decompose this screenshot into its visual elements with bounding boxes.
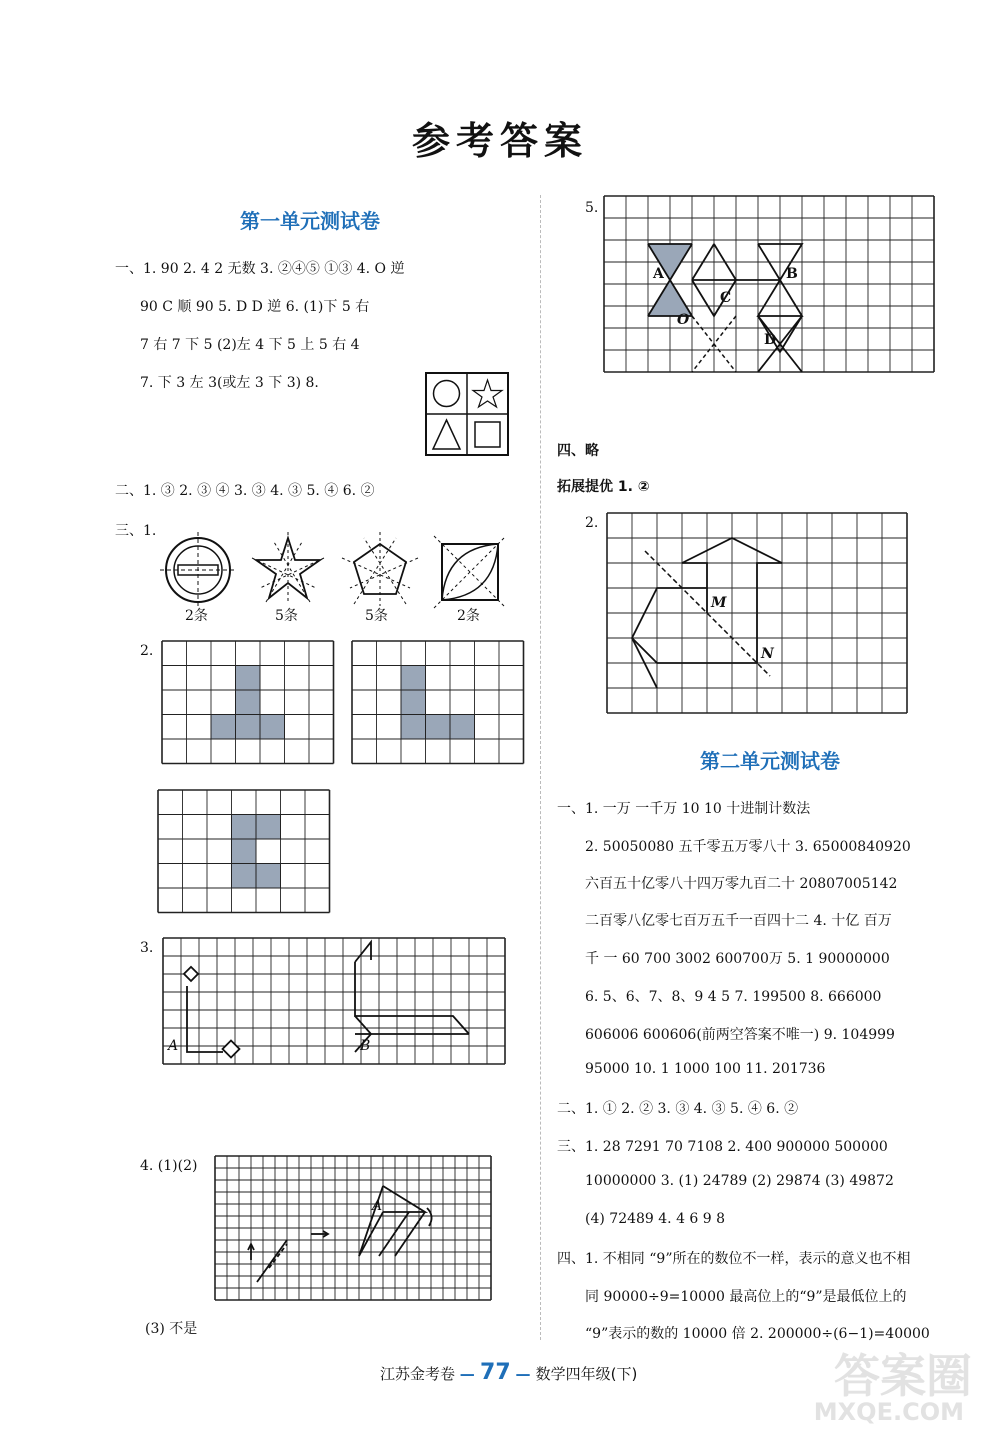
answer-line-2: 2. 50050080 五千零五万零八十 3. 65000840920 (585, 839, 911, 855)
symmetry-square-figure (432, 532, 512, 612)
q1-line2: 90 C 顺 90 5. D D 逆 6. (1)下 5 右 (140, 299, 370, 315)
ext2-label-m: M (711, 595, 727, 611)
answer-line-10: 三、1. 28 7291 70 7108 2. 400 900000 500000 (557, 1139, 888, 1155)
point-a-label: A (168, 1038, 179, 1054)
grid-answer-2c (158, 790, 333, 915)
section2-title: 第二单元测试卷 (700, 749, 840, 773)
grid-answer-3 (163, 938, 511, 1063)
q4-line: 四、略 (557, 443, 599, 459)
sym-label-4: 2条 (457, 608, 480, 624)
grid-answer-5 (604, 196, 937, 376)
answer-line-15: “9”表示的数的 10000 倍 2. 200000÷(6−1)=40000 (585, 1326, 930, 1342)
q5-label: 5. (585, 200, 599, 216)
sym-label-1: 2条 (185, 608, 208, 624)
column-divider (540, 195, 541, 1340)
square-shape (475, 422, 500, 447)
answer-line-7: 606006 600606(前两空答案不唯一) 9. 104999 (585, 1027, 895, 1043)
footer-subject: 数学四年级(下) (535, 1365, 638, 1383)
answer-line-1: 一、1. 一万 一千万 10 10 十进制计数法 (557, 801, 811, 817)
answer-line-14: 同 90000÷9=10000 最高位上的“9”是最低位上的 (585, 1289, 907, 1305)
grid5-label-a: A (653, 266, 664, 282)
ext2-label-n: N (761, 646, 774, 662)
answer-line-13: 四、1. 不相同 “9”所在的数位不一样，表示的意义也不相 (557, 1251, 911, 1267)
ext1-line: 拓展提优 1. ② (557, 479, 650, 495)
grid5-label-c: C (720, 290, 732, 306)
page-number: 77 (480, 1360, 511, 1385)
page-footer: 江苏金考卷 — 77 — 数学四年级(下) (380, 1360, 638, 1385)
answer-line-3: 六百五十亿零八十四万零九百二十 20807005142 (585, 876, 898, 892)
circle-shape (434, 381, 460, 407)
answer-line-4: 二百零八亿零七百万五千一百四十二 4. 十亿 百万 (585, 913, 892, 929)
answer-line-11: 10000000 3. (1) 24789 (2) 29874 (3) 49872 (585, 1173, 894, 1189)
grid4-a-label: A (372, 1198, 383, 1214)
symmetry-circle-figure (160, 532, 240, 612)
q1-line4: 7. 下 3 左 3(或左 3 下 3) 8. (140, 375, 319, 391)
page-title: 参考答案 (411, 118, 588, 163)
sym-label-2: 5条 (275, 608, 298, 624)
grid-answer-2a (162, 641, 337, 766)
answer-line-5: 千 一 60 700 3002 600700万 5. 1 90000000 (585, 951, 890, 967)
answer-line-9: 二、1. ① 2. ② 3. ③ 4. ③ 5. ④ 6. ② (557, 1101, 799, 1117)
answer-line-8: 95000 10. 1 1000 100 11. 201736 (585, 1061, 826, 1077)
grid5-label-d: D (764, 332, 777, 348)
grid-answer-4 (215, 1156, 497, 1299)
shapes-answer-grid (425, 372, 509, 456)
ext2-label: 2. (585, 515, 599, 531)
grid-answer-ext2 (607, 513, 909, 716)
sym-label-3: 5条 (365, 608, 388, 624)
q3-label: 三、1. (115, 523, 157, 539)
point-b-label: B (360, 1038, 371, 1054)
star-shape (473, 380, 502, 407)
q3-4-answer3: (3) 不是 (145, 1321, 198, 1337)
q2-line: 二、1. ③ 2. ③ ④ 3. ③ 4. ③ 5. ④ 6. ② (115, 483, 375, 499)
answer-line-6: 6. 5、6、7、8、9 4 5 7. 199500 8. 666000 (585, 989, 882, 1005)
q3-4-label: 4. (1)(2) (140, 1158, 198, 1174)
grid5-label-o: O (677, 312, 690, 328)
symmetry-star-figure (250, 532, 330, 612)
grid5-label-b: B (786, 266, 798, 282)
grid-answer-2b (352, 641, 527, 766)
q3-2-label: 2. (140, 643, 154, 659)
watermark-site: MXQE.COM (813, 1398, 964, 1426)
symmetry-pentagon-figure (340, 532, 420, 612)
footer-book-title: 江苏金考卷 (380, 1365, 456, 1383)
section1-title: 第一单元测试卷 (240, 209, 380, 233)
q1-line1: 一、1. 90 2. 4 2 无数 3. ②④⑤ ①③ 4. O 逆 (115, 261, 405, 277)
triangle-shape (433, 420, 460, 449)
watermark-logo: 答案圈 (834, 1349, 972, 1403)
answer-line-12: (4) 72489 4. 4 6 9 8 (585, 1211, 726, 1227)
q1-line3: 7 右 7 下 5 (2)左 4 下 5 上 5 右 4 (140, 337, 360, 353)
q3-3-label: 3. (140, 940, 154, 956)
